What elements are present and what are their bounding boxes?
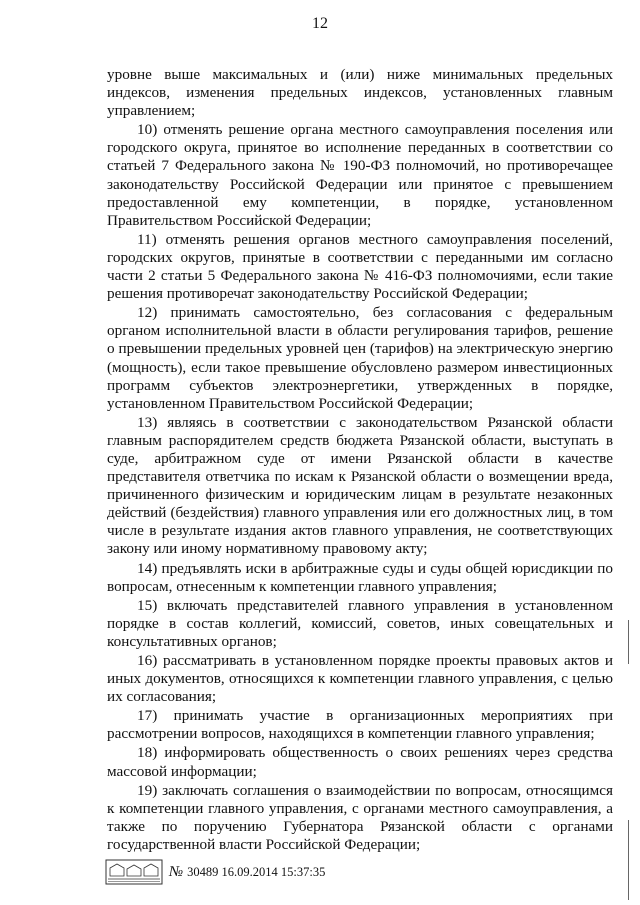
number-sign: № [169,863,184,880]
scan-edge-mark [628,620,629,664]
paragraph-item-15: 15) включать представителей главного управления в установленном порядке в состав коллегий, комиссий, советов, иных совещательных и консультативных органов; [107,596,613,650]
paragraph-item-17: 17) принимать участие в организационных мероприятиях при рассмотрении вопросов, находящихся в компетенции главного управления; [107,707,613,743]
registration-number-datetime: 30489 16.09.2014 15:37:35 [187,864,326,879]
paragraph-continuation: уровне выше максимальных и (или) ниже минимальных предельных индексов, изменения предельных индексов, установленных главным управлением; [107,66,613,120]
paragraph-item-16: 16) рассматривать в установленном порядке проекты правовых актов и иных документов, относящихся к компетенции главного управления, с целью их согласования; [107,652,613,706]
paragraph-item-14: 14) предъявлять иски в арбитражные суды и суды общей юрисдикции по вопросам, отнесенным к компетенции главного управления; [107,559,613,595]
paragraph-item-13: 13) являясь в соответствии с законодательством Рязанской области главным распорядителем средств бюджета Рязанской области, выступать в суде, арбитражном суде от имени Рязанской области в качестве представителя ответчика по искам к Рязанской области о возмещении вреда, причиненного физическим и юридическим лицам в результате незаконных действий (бездействия) главного управления или его должностных лиц, в том числе в результате издания актов главного управления, не соответствующих закону или иному нормативному правовому акту; [107,413,613,558]
paragraph-item-11: 11) отменять решения органов местного самоуправления поселений, городских округов, принятые в соответствии с переданными им согласно части 2 статьи 5 Федерального закона № 416-ФЗ полномочиями, если такие решения противоречат законодательству Российской Федерации; [107,230,613,303]
registration-footer [105,858,325,886]
page-number: 12 [312,15,328,32]
scan-edge-mark [628,820,629,900]
registry-seal-icon [105,859,163,885]
registration-stamp [169,864,325,881]
paragraph-item-10: 10) отменять решение органа местного самоуправления поселения или городского округа, принятое во исполнение переданных в соответствии со статьей 7 Федерального закона № 190-ФЗ полномочий, но противоречащее законодательству Российской Федерации или принятое с превышением предоставленной ему компетенции, в порядке, установленном Правительством Российской Федерации; [107,121,613,229]
document-body [107,66,613,855]
paragraph-item-12: 12) принимать самостоятельно, без согласования с федеральным органом исполнительной власти в области регулирования тарифов, решение о превышении предельных уровней цен (тарифов) на электрическую энергию (мощность), если такое превышение обусловлено размером инвестиционных программ субъектов электроэнергетики, утвержденных в порядке, установленном Правительством Российской Федерации; [107,304,613,412]
paragraph-item-18: 18) информировать общественность о своих решениях через средства массовой информации; [107,744,613,780]
paragraph-item-19: 19) заключать соглашения о взаимодействии по вопросам, относящимся к компетенции главного управления, с органами местного самоуправления, а также по поручению Губернатора Рязанской области с органами государственной власти Российской Федерации; [107,781,613,853]
